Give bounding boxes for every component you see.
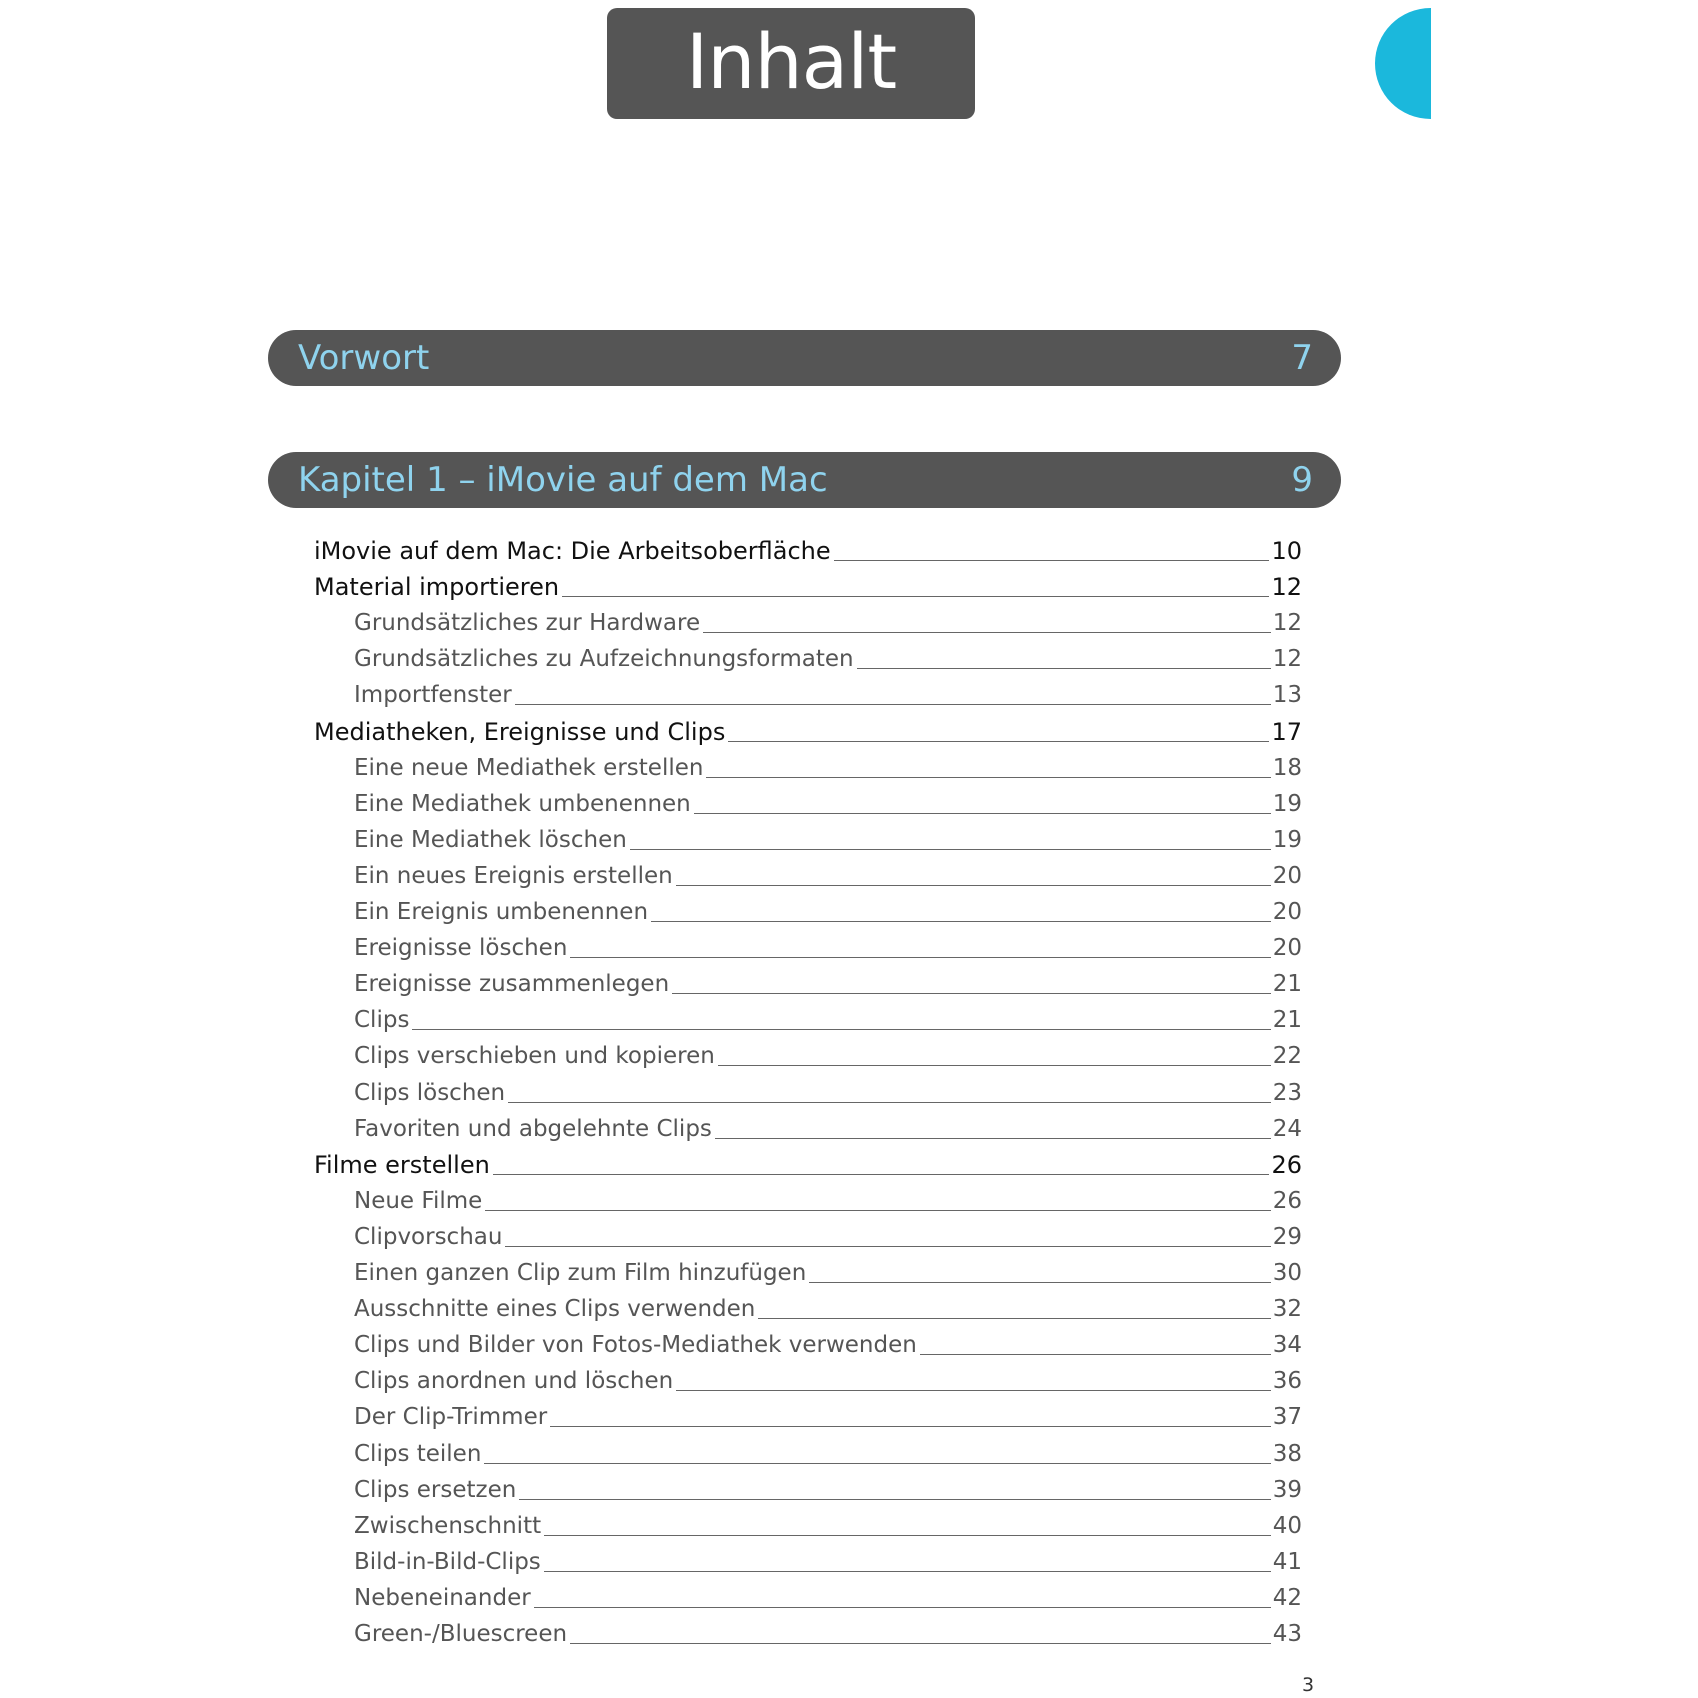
toc-leader-line [728,740,1269,742]
toc-leader-line [485,1209,1270,1211]
toc-entry-label: Clips und Bilder von Fotos-Mediathek verwenden [354,1332,917,1358]
toc-entry-label: Clips löschen [354,1080,506,1106]
toc-entry-page-number: 36 [1272,1368,1302,1394]
toc-entry-page-number: 19 [1272,827,1302,853]
toc-entry-label: Green-/Bluescreen [354,1621,568,1647]
toc-entry-label: Clips [354,1007,410,1033]
toc-entry-label: Einen ganzen Clip zum Film hinzufügen [354,1260,807,1286]
toc-entry-label: Bild-in-Bild-Clips [354,1549,541,1575]
toc-entry[interactable] [0,607,1302,637]
toc-entry-page-number: 20 [1272,899,1302,925]
toc-entry-label: Filme erstellen [314,1151,490,1179]
toc-entry[interactable] [0,1365,1302,1395]
toc-entry-page-number: 17 [1271,718,1302,746]
toc-entry-label: Clips teilen [354,1441,482,1467]
toc-entry-page-number: 43 [1272,1621,1302,1647]
toc-entry-page-number: 10 [1271,537,1302,565]
toc-entry[interactable] [0,1004,1302,1034]
toc-entry[interactable] [0,1113,1302,1143]
toc-leader-line [694,812,1271,814]
toc-leader-line [809,1281,1270,1283]
toc-entry-label: Ein Ereignis umbenennen [354,899,649,925]
toc-leader-line [920,1353,1271,1355]
toc-entry[interactable] [0,824,1302,854]
toc-entry[interactable] [0,1618,1302,1648]
toc-leader-line [630,848,1271,850]
section-page-number: 9 [1291,460,1313,500]
toc-entry[interactable] [0,1293,1302,1323]
toc-entry[interactable] [0,752,1302,782]
toc-entry-label: Eine Mediathek umbenennen [354,791,691,817]
toc-entry-label: Material importieren [314,573,560,601]
toc-entry-page-number: 21 [1272,971,1302,997]
toc-entry[interactable] [0,1185,1302,1215]
toc-entry-page-number: 20 [1272,935,1302,961]
toc-entry[interactable] [0,1401,1302,1431]
section-bar-vorwort[interactable] [268,330,1341,386]
toc-entry-page-number: 29 [1272,1224,1302,1250]
toc-entry[interactable] [0,860,1302,890]
toc-leader-line [570,1642,1271,1644]
toc-entry[interactable] [0,896,1302,926]
toc-entry-page-number: 37 [1272,1404,1302,1430]
toc-entry-label: Clipvorschau [354,1224,503,1250]
toc-entry-label: Mediatheken, Ereignisse und Clips [314,718,726,746]
toc-entry[interactable] [0,788,1302,818]
toc-entry-label: Grundsätzliches zur Hardware [354,610,701,636]
toc-leader-line [703,631,1271,633]
toc-leader-line [718,1064,1271,1066]
toc-entry[interactable] [0,1257,1302,1287]
toc-entry-label: Eine neue Mediathek erstellen [354,755,704,781]
toc-entry-label: Nebeneinander [354,1585,531,1611]
toc-entry[interactable] [0,1221,1302,1251]
toc-entry-label: Favoriten und abgelehnte Clips [354,1116,712,1142]
toc-entry-label: Ereignisse zusammenlegen [354,971,670,997]
toc-entry-label: Clips verschieben und kopieren [354,1043,715,1069]
toc-entry-label: Neue Filme [354,1188,483,1214]
toc-entry[interactable] [0,716,1302,746]
toc-entry-page-number: 12 [1271,573,1302,601]
toc-entry[interactable] [0,1329,1302,1359]
toc-entry-label: iMovie auf dem Mac: Die Arbeitsoberfläche [314,537,831,565]
toc-leader-line [676,1389,1271,1391]
toc-entry-page-number: 13 [1272,682,1302,708]
toc-leader-line [562,595,1269,597]
toc-leader-line [508,1101,1271,1103]
toc-entry-page-number: 21 [1272,1007,1302,1033]
toc-entry-page-number: 40 [1272,1513,1302,1539]
section-bar-kapitel-1[interactable] [268,452,1341,508]
toc-entry-page-number: 19 [1272,791,1302,817]
toc-leader-line [505,1245,1270,1247]
toc-entry-label: Clips ersetzen [354,1477,517,1503]
toc-entry-label: Clips anordnen und löschen [354,1368,674,1394]
toc-entry[interactable] [0,1474,1302,1504]
toc-leader-line [484,1462,1270,1464]
toc-entry-page-number: 34 [1272,1332,1302,1358]
toc-entry[interactable] [0,932,1302,962]
page-number-folio: 3 [1302,1674,1315,1696]
toc-entry[interactable] [0,1149,1302,1179]
toc-entry[interactable] [0,535,1302,565]
toc-leader-line [519,1498,1270,1500]
toc-entry-page-number: 30 [1272,1260,1302,1286]
toc-entry-label: Ein neues Ereignis erstellen [354,863,673,889]
toc-leader-line [715,1137,1271,1139]
section-label: Kapitel 1 – iMovie auf dem Mac [298,460,828,500]
toc-entry-page-number: 23 [1272,1080,1302,1106]
toc-entry-label: Ereignisse löschen [354,935,568,961]
toc-entry-page-number: 18 [1272,755,1302,781]
section-page-number: 7 [1291,338,1313,378]
toc-leader-line [706,776,1270,778]
toc-entry[interactable] [0,1077,1302,1107]
toc-leader-line [550,1425,1271,1427]
chapter-tab-marker [1375,8,1431,119]
toc-entry-page-number: 41 [1272,1549,1302,1575]
toc-entry-page-number: 22 [1272,1043,1302,1069]
toc-leader-line [515,703,1271,705]
toc-entry-label: Zwischenschnitt [354,1513,542,1539]
toc-entry-page-number: 12 [1272,610,1302,636]
toc-leader-line [834,559,1270,561]
toc-entry-label: Grundsätzliches zu Aufzeichnungsformaten [354,646,854,672]
toc-leader-line [758,1317,1270,1319]
toc-leader-line [493,1173,1270,1175]
toc-entry[interactable] [0,1582,1302,1612]
toc-entry[interactable] [0,1510,1302,1540]
toc-entry-page-number: 26 [1271,1151,1302,1179]
toc-leader-line [544,1570,1271,1572]
toc-entry-label: Importfenster [354,682,512,708]
toc-entry[interactable] [0,1040,1302,1070]
toc-entry-page-number: 26 [1272,1188,1302,1214]
toc-entry[interactable] [0,643,1302,673]
toc-leader-line [857,667,1271,669]
toc-entry[interactable] [0,968,1302,998]
toc-entry-page-number: 32 [1272,1296,1302,1322]
toc-entry[interactable] [0,1438,1302,1468]
toc-leader-line [412,1028,1270,1030]
toc-entry-page-number: 20 [1272,863,1302,889]
toc-leader-line [651,920,1271,922]
toc-leader-line [534,1606,1271,1608]
toc-entry-page-number: 42 [1272,1585,1302,1611]
toc-entry-page-number: 38 [1272,1441,1302,1467]
toc-entry-page-number: 12 [1272,646,1302,672]
section-label: Vorwort [298,338,430,378]
toc-leader-line [672,992,1271,994]
toc-entry[interactable] [0,1546,1302,1576]
toc-entry-page-number: 24 [1272,1116,1302,1142]
toc-entry[interactable] [0,571,1302,601]
toc-entry-page-number: 39 [1272,1477,1302,1503]
toc-leader-line [676,884,1271,886]
toc-leader-line [544,1534,1271,1536]
toc-entry-label: Eine Mediathek löschen [354,827,627,853]
toc-entry-label: Der Clip-Trimmer [354,1404,548,1430]
toc-entry-label: Ausschnitte eines Clips verwenden [354,1296,756,1322]
page-title: Inhalt [685,16,897,106]
toc-leader-line [570,956,1270,958]
toc-entry[interactable] [0,679,1302,709]
page-title-box [607,8,975,119]
